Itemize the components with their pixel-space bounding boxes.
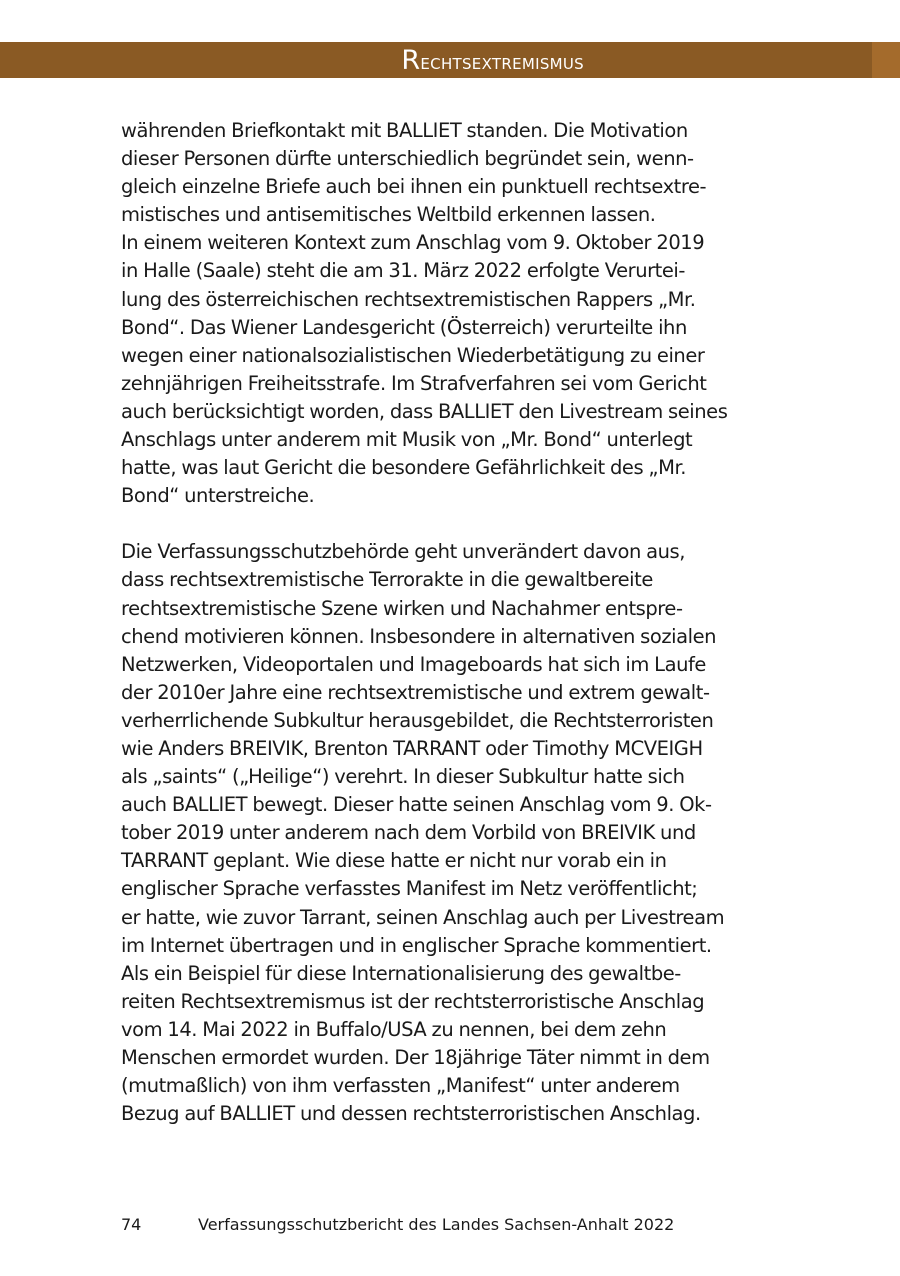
text-line: (mutmaßlich) von ihm verfassten „Manifest“ unter anderem <box>121 1074 680 1098</box>
text-line: wegen einer nationalsozialistischen Wiederbetätigung zu einer <box>121 343 705 367</box>
page-number: 74 <box>121 1215 142 1234</box>
text-line: zehnjährigen Freiheitsstrafe. Im Strafverfahren sei vom Gericht <box>121 371 707 395</box>
chapter-title-rest: echtsextremismus <box>420 50 584 75</box>
text-line: Anschlags unter anderem mit Musik von „Mr. Bond“ unterlegt <box>121 428 693 452</box>
text-line: dass rechtsextremistische Terrorakte in die gewaltbereite <box>121 568 653 592</box>
chapter-header-band <box>0 42 900 78</box>
chapter-title <box>401 44 584 80</box>
text-line: lung des österreichischen rechtsextremistischen Rappers „Mr. <box>121 287 696 311</box>
chapter-title-initial: R <box>401 45 421 76</box>
text-line: Menschen ermordet wurden. Der 18jährige Täter nimmt in dem <box>121 1046 710 1069</box>
text-line: währenden Briefkontakt mit BALLIET standen. Die Motivation <box>121 119 688 142</box>
text-line: im Internet übertragen und in englischer Sprache kommentiert. <box>121 933 712 957</box>
text-line: Die Verfassungsschutzbehörde geht unverändert davon aus, <box>121 540 685 564</box>
text-line: reiten Rechtsextremismus ist der rechtsterroristische Anschlag <box>121 989 705 1013</box>
header-accent-strip <box>872 42 900 78</box>
paragraph-balliet-letters-mr-bond <box>121 117 791 510</box>
text-line: Bond“. Das Wiener Landesgericht (Österreich) verurteilte ihn <box>121 315 687 339</box>
text-line: hatte, was laut Gericht die besondere Gefährlichkeit des „Mr. <box>121 456 686 480</box>
text-line: tober 2019 unter anderem nach dem Vorbild von BREIVIK und <box>121 821 696 845</box>
text-line: Als ein Beispiel für diese Internationalisierung des gewaltbe- <box>121 961 681 985</box>
text-line: englischer Sprache verfasstes Manifest im Netz veröffentlicht; <box>121 877 698 901</box>
page-footer <box>121 1214 674 1236</box>
text-line: in Halle (Saale) steht die am 31. März 2022 erfolgte Verurtei- <box>121 259 685 283</box>
text-line: mistisches und antisemitisches Weltbild erkennen lassen. <box>121 203 656 227</box>
text-line: In einem weiteren Kontext zum Anschlag vom 9. Oktober 2019 <box>121 231 705 255</box>
text-line: verherrlichende Subkultur herausgebildet, die Rechtsterroristen <box>121 708 714 732</box>
text-line: TARRANT geplant. Wie diese hatte er nicht nur vorab ein in <box>121 849 667 873</box>
text-line: auch BALLIET bewegt. Dieser hatte seinen Anschlag vom 9. Ok- <box>121 793 712 817</box>
paragraph-terror-subculture <box>121 538 791 1128</box>
text-line: als „saints“ („Heilige“) verehrt. In dieser Subkultur hatte sich <box>121 765 685 789</box>
text-line: Bezug auf BALLIET und dessen rechtsterroristischen Anschlag. <box>121 1102 701 1126</box>
text-line: Netzwerken, Videoportalen und Imageboards hat sich im Laufe <box>121 652 706 676</box>
text-line: auch berücksichtigt worden, dass BALLIET den Livestream seines <box>121 399 728 423</box>
text-line: der 2010er Jahre eine rechtsextremistische und extrem gewalt- <box>121 680 710 704</box>
text-line: rechtsextremistische Szene wirken und Nachahmer entspre- <box>121 596 683 620</box>
text-line: Bond“ unterstreiche. <box>121 484 315 508</box>
text-line: chend motivieren können. Insbesondere in alternativen sozialen <box>121 624 717 648</box>
text-line: vom 14. Mai 2022 in Buffalo/USA zu nennen, bei dem zehn <box>121 1017 667 1041</box>
publication-title: Verfassungsschutzbericht des Landes Sachsen-Anhalt 2022 <box>198 1215 675 1234</box>
text-line: dieser Personen dürfte unterschiedlich begründet sein, wenn- <box>121 147 694 171</box>
text-line: wie Anders BREIVIK, Brenton TARRANT oder Timothy MCVEIGH <box>121 736 703 760</box>
body-text <box>121 117 791 1128</box>
text-line: gleich einzelne Briefe auch bei ihnen ein punktuell rechtsextre- <box>121 175 707 199</box>
paragraph-spacer <box>121 510 791 538</box>
text-line: er hatte, wie zuvor Tarrant, seinen Anschlag auch per Livestream <box>121 905 725 929</box>
